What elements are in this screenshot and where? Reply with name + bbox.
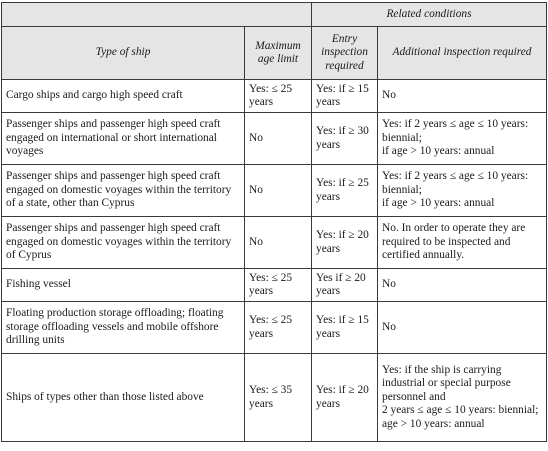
- table-row: [2, 302, 547, 354]
- additional-inspection-cell: [378, 80, 547, 113]
- ship-type-cell: Fishing vessel: [2, 269, 245, 302]
- table-row: [2, 80, 547, 113]
- additional-line: Yes: if 2 years ≤ age ≤ 10 years: biennial;: [382, 170, 529, 196]
- table-row: [2, 113, 547, 165]
- additional-inspection-cell: [378, 217, 547, 269]
- entry-inspection-cell: Yes: if ≥ 30 years: [312, 113, 378, 165]
- additional-line: if age > 10 years: annual: [382, 145, 495, 158]
- additional-inspection-cell: [378, 165, 547, 217]
- max-age-cell: No: [245, 165, 312, 217]
- type-of-ship-header: Type of ship: [2, 27, 245, 80]
- ship-type-cell: Floating production storage offloading; floating storage offloading vessels and mobile offshore drilling units: [2, 302, 245, 354]
- entry-inspection-cell: Yes: if ≥ 20 years: [312, 354, 378, 442]
- ship-type-cell: Cargo ships and cargo high speed craft: [2, 80, 245, 113]
- additional-line: Yes: if the ship is carrying industrial or special purpose personnel and: [382, 363, 511, 403]
- entry-inspection-cell: Yes: if ≥ 25 years: [312, 165, 378, 217]
- max-age-cell: Yes: ≤ 25 years: [245, 302, 312, 354]
- table-row: [2, 354, 547, 442]
- ship-type-cell: Ships of types other than those listed above: [2, 354, 245, 442]
- additional-inspection-cell: [378, 113, 547, 165]
- additional-inspection-cell: [378, 302, 547, 354]
- entry-inspection-cell: Yes: if ≥ 15 years: [312, 80, 378, 113]
- header-row-top: [2, 3, 547, 27]
- additional-line: Yes: if 2 years ≤ age ≤ 10 years: biennial;: [382, 118, 529, 144]
- ship-type-cell: Passenger ships and passenger high speed craft engaged on international or short international voyages: [2, 113, 245, 165]
- header-blank-cell: [2, 3, 312, 27]
- ship-type-cell: Passenger ships and passenger high speed craft engaged on domestic voyages within the territory of a state, other than Cyprus: [2, 165, 245, 217]
- additional-line: age > 10 years: annual: [382, 417, 485, 430]
- max-age-cell: No: [245, 217, 312, 269]
- max-age-cell: Yes: ≤ 25 years: [245, 269, 312, 302]
- entry-inspection-header: Entry inspection required: [312, 27, 378, 80]
- table-row: [2, 269, 547, 302]
- table-row: [2, 165, 547, 217]
- additional-inspection-cell: [378, 354, 547, 442]
- header-row-main: [2, 27, 547, 80]
- ship-type-cell: Passenger ships and passenger high speed craft engaged on domestic voyages within the territory of Cyprus: [2, 217, 245, 269]
- max-age-cell: Yes: ≤ 35 years: [245, 354, 312, 442]
- additional-line: 2 years ≤ age ≤ 10 years: biennial;: [382, 404, 539, 417]
- max-age-cell: Yes: ≤ 25 years: [245, 80, 312, 113]
- additional-line: No. In order to operate they are required to be inspected and certified annually.: [382, 222, 526, 262]
- entry-inspection-cell: Yes if ≥ 20 years: [312, 269, 378, 302]
- entry-inspection-cell: Yes: if ≥ 20 years: [312, 217, 378, 269]
- max-age-limit-header: Maximum age limit: [245, 27, 312, 80]
- max-age-cell: No: [245, 113, 312, 165]
- additional-line: if age > 10 years: annual: [382, 197, 495, 210]
- additional-line: No: [382, 320, 396, 333]
- additional-inspection-header: Additional inspection required: [378, 27, 547, 80]
- additional-inspection-cell: [378, 269, 547, 302]
- table-row: [2, 217, 547, 269]
- additional-line: No: [382, 278, 396, 291]
- related-conditions-header: Related conditions: [312, 3, 547, 27]
- ship-age-table: [1, 2, 547, 442]
- additional-line: No: [382, 89, 396, 102]
- entry-inspection-cell: Yes: if ≥ 15 years: [312, 302, 378, 354]
